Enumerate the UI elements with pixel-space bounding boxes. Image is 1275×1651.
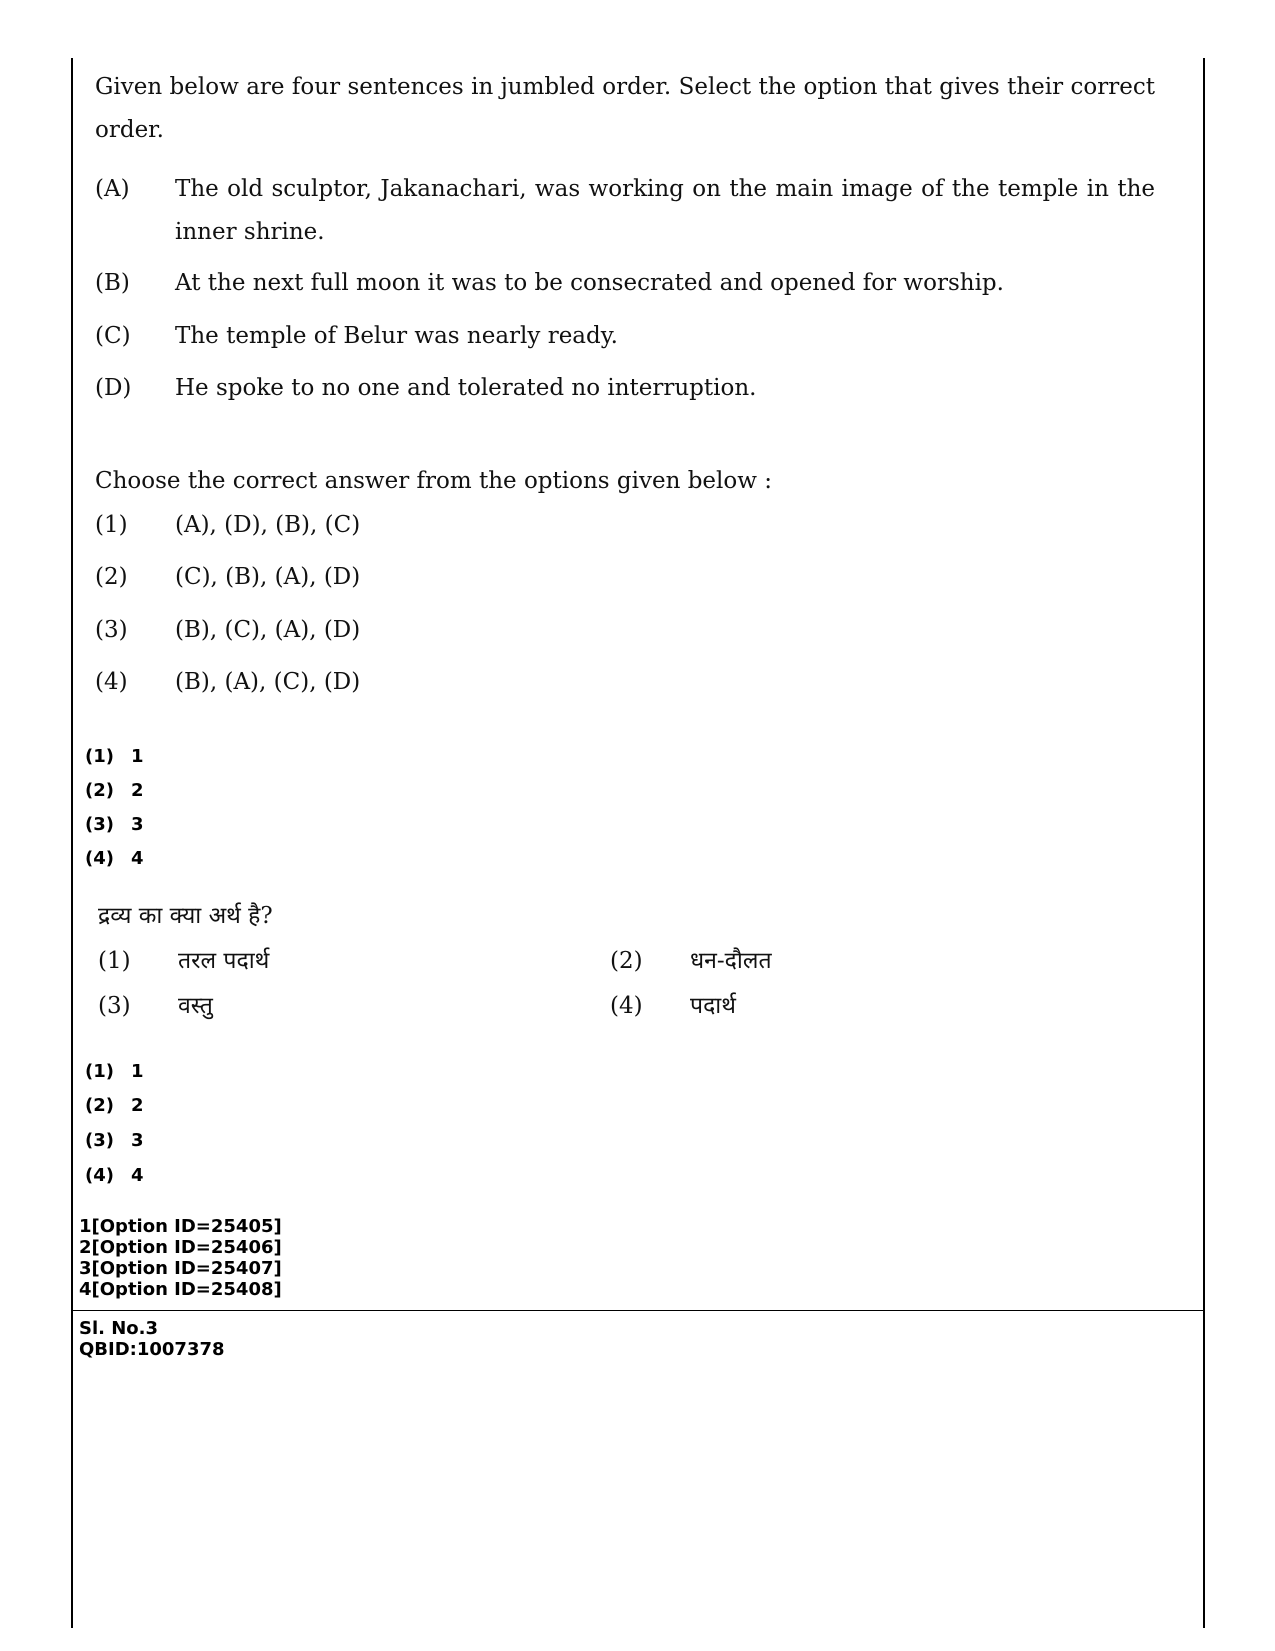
right-border-line — [1203, 58, 1205, 1628]
statement-d — [95, 367, 1155, 410]
option-text: वस्तु — [178, 993, 213, 1019]
answer-key-label: (2) — [85, 1095, 114, 1116]
left-border-line — [71, 58, 73, 1628]
answer-key-2 — [85, 779, 144, 803]
answer-key-value: 1 — [131, 1061, 144, 1082]
statement-b — [95, 262, 1155, 305]
statement-a — [95, 168, 1155, 254]
option-label: (4) — [610, 993, 643, 1019]
option-text: तरल पदार्थ — [178, 948, 270, 974]
question-intro: Given below are four sentences in jumbled order. Select the option that gives their correct order. — [95, 74, 1155, 143]
statement-label: (B) — [95, 270, 130, 296]
choose-instruction: Choose the correct answer from the options given below : — [95, 468, 772, 494]
answer-key-4 — [85, 847, 144, 871]
statement-text: The old sculptor, Jakanachari, was working on the main image of the temple in the inner shrine. — [175, 176, 1155, 245]
answer-key-1 — [85, 745, 144, 769]
statement-text: He spoke to no one and tolerated no interruption. — [175, 375, 757, 401]
section-divider — [71, 1310, 1205, 1311]
option-id: 2[Option ID=25406] — [79, 1237, 282, 1258]
hindi-option-1[interactable] — [98, 943, 269, 979]
answer-key-3 — [85, 813, 144, 837]
option-label: (3) — [95, 617, 128, 643]
answer-key-label: (2) — [85, 780, 114, 801]
hindi-answer-key-4 — [85, 1164, 144, 1188]
hindi-option-2[interactable] — [610, 943, 772, 979]
option-label: (1) — [98, 948, 131, 974]
answer-key-value: 2 — [131, 780, 144, 801]
option-label: (2) — [95, 564, 128, 590]
option-text: (C), (B), (A), (D) — [175, 564, 361, 590]
hindi-question: द्रव्य का क्या अर्थ है? — [98, 903, 273, 929]
next-question-meta — [79, 1318, 225, 1360]
answer-key-value: 1 — [131, 746, 144, 767]
option-text: (B), (C), (A), (D) — [175, 617, 361, 643]
answer-key-value: 3 — [131, 814, 144, 835]
answer-key-label: (1) — [85, 1061, 114, 1082]
option-id: 1[Option ID=25405] — [79, 1216, 282, 1237]
option-label: (2) — [610, 948, 643, 974]
answer-key-value: 4 — [131, 1165, 144, 1186]
answer-key-label: (1) — [85, 746, 114, 767]
answer-key-value: 2 — [131, 1095, 144, 1116]
statement-text: At the next full moon it was to be consecrated and opened for worship. — [175, 270, 1004, 296]
question-bank-id: QBID:1007378 — [79, 1339, 225, 1360]
option-id: 3[Option ID=25407] — [79, 1258, 282, 1279]
answer-key-value: 4 — [131, 848, 144, 869]
statement-text: The temple of Belur was nearly ready. — [175, 323, 618, 349]
answer-key-label: (4) — [85, 848, 114, 869]
answer-key-label: (3) — [85, 1130, 114, 1151]
answer-key-label: (3) — [85, 814, 114, 835]
statement-c — [95, 315, 1155, 358]
serial-number: Sl. No.3 — [79, 1318, 159, 1339]
option-id: 4[Option ID=25408] — [79, 1279, 282, 1300]
hindi-option-3[interactable] — [98, 988, 213, 1024]
statement-label: (D) — [95, 375, 132, 401]
option-text: धन-दौलत — [690, 948, 772, 974]
statement-label: (A) — [95, 176, 130, 202]
option-text: पदार्थ — [690, 993, 736, 1019]
option-text: (B), (A), (C), (D) — [175, 669, 361, 695]
hindi-answer-key-3 — [85, 1129, 144, 1153]
option-label: (4) — [95, 669, 128, 695]
option-text: (A), (D), (B), (C) — [175, 512, 361, 538]
option-id-list — [79, 1216, 282, 1300]
statement-label: (C) — [95, 323, 131, 349]
option-label: (1) — [95, 512, 128, 538]
answer-key-value: 3 — [131, 1130, 144, 1151]
hindi-answer-key-2 — [85, 1094, 144, 1118]
hindi-option-4[interactable] — [610, 988, 736, 1024]
answer-key-label: (4) — [85, 1165, 114, 1186]
option-label: (3) — [98, 993, 131, 1019]
hindi-answer-key-1 — [85, 1060, 144, 1084]
